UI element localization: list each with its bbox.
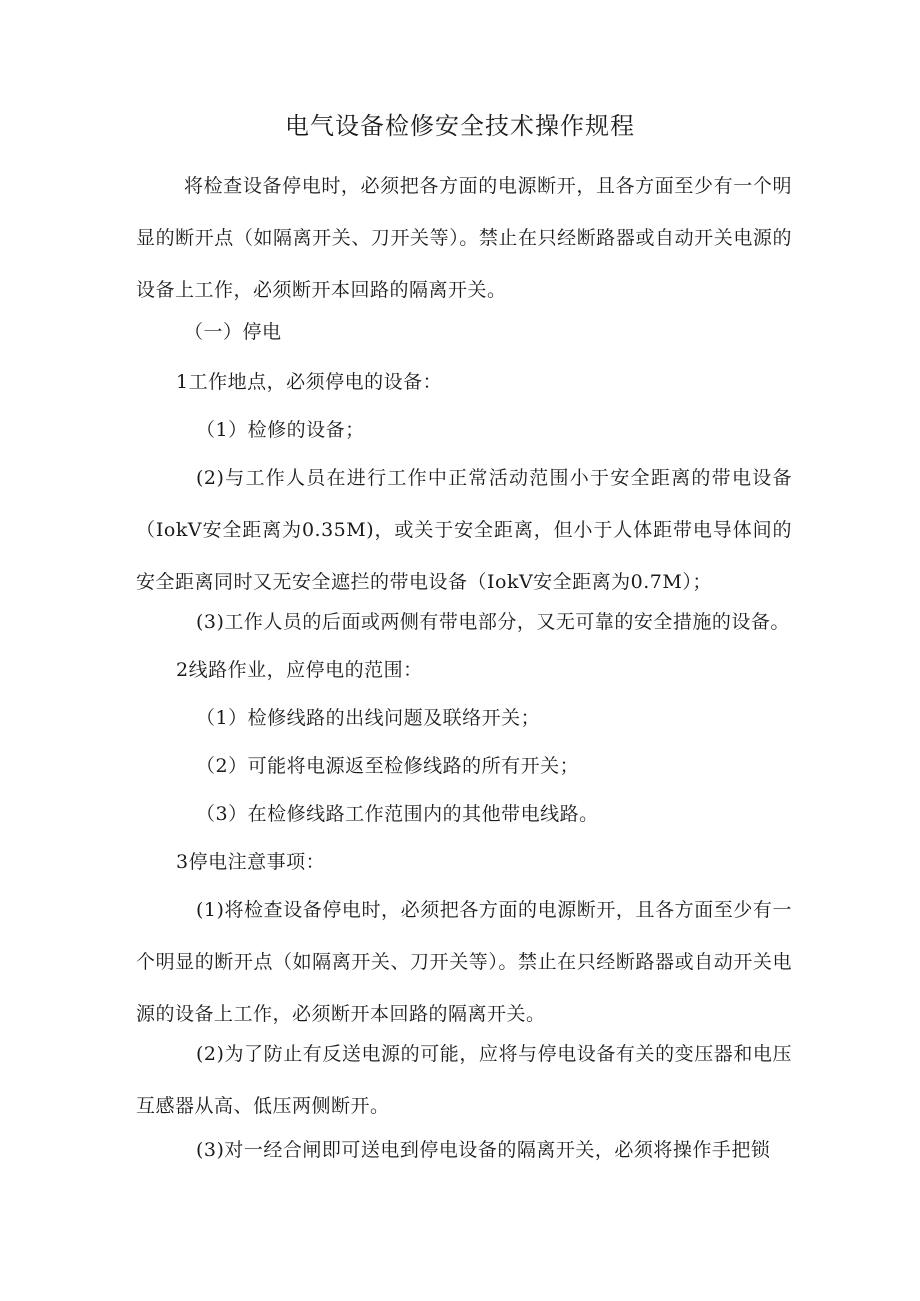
section-heading-power-off: （一）停电 <box>184 321 282 343</box>
item-2-sub-1: （1）检修线路的出线问题及联络开关； <box>196 707 541 729</box>
intro-paragraph: 将检查设备停电时，必须把各方面的电源断开，且各方面至少有一个明显的断开点（如隔离开关、刀开关等）。禁止在只经断路器或自动开关电源的设备上工作，必须断开本回路的隔离开关。 <box>136 175 792 301</box>
item-2-heading: 2线路作业，应停电的范围： <box>176 659 423 681</box>
item-3-sub-3: (3)对一经合闸即可送电到停电设备的隔离开关，必须将操作手把锁 <box>196 1139 771 1161</box>
item-3-sub-2: (2)为了防止有反送电源的可能，应将与停电设备有关的变压器和电压互感器从高、低压两侧断开。 <box>136 1043 792 1117</box>
item-1-sub-1: （1）检修的设备； <box>196 419 365 441</box>
item-1-sub-2: (2)与工作人员在进行工作中正常活动范围小于安全距离的带电设备（IokV安全距离为0.35M)，或关于安全距离，但小于人体距带电导体间的安全距离同时又无安全遮拦的带电设备（IokV安全距离为0.7M）； <box>136 467 792 593</box>
item-1-sub-3: (3)工作人员的后面或两侧有带电部分，又无可靠的安全措施的设备。 <box>196 611 790 633</box>
item-1-heading: 1工作地点，必须停电的设备： <box>176 371 443 393</box>
item-3-sub-1: (1)将检查设备停电时，必须把各方面的电源断开，且各方面至少有一个明显的断开点（如隔离开关、刀开关等）。禁止在只经断路器或自动开关电源的设备上工作，必须断开本回路的隔离开关。 <box>136 899 792 1025</box>
item-2-sub-2: （2）可能将电源返至检修线路的所有开关； <box>196 755 580 777</box>
item-2-sub-3: （3）在检修线路工作范围内的其他带电线路。 <box>196 803 599 825</box>
item-3-heading: 3停电注意事项： <box>176 851 326 873</box>
document-title: 电气设备检修安全技术操作规程 <box>285 112 635 140</box>
